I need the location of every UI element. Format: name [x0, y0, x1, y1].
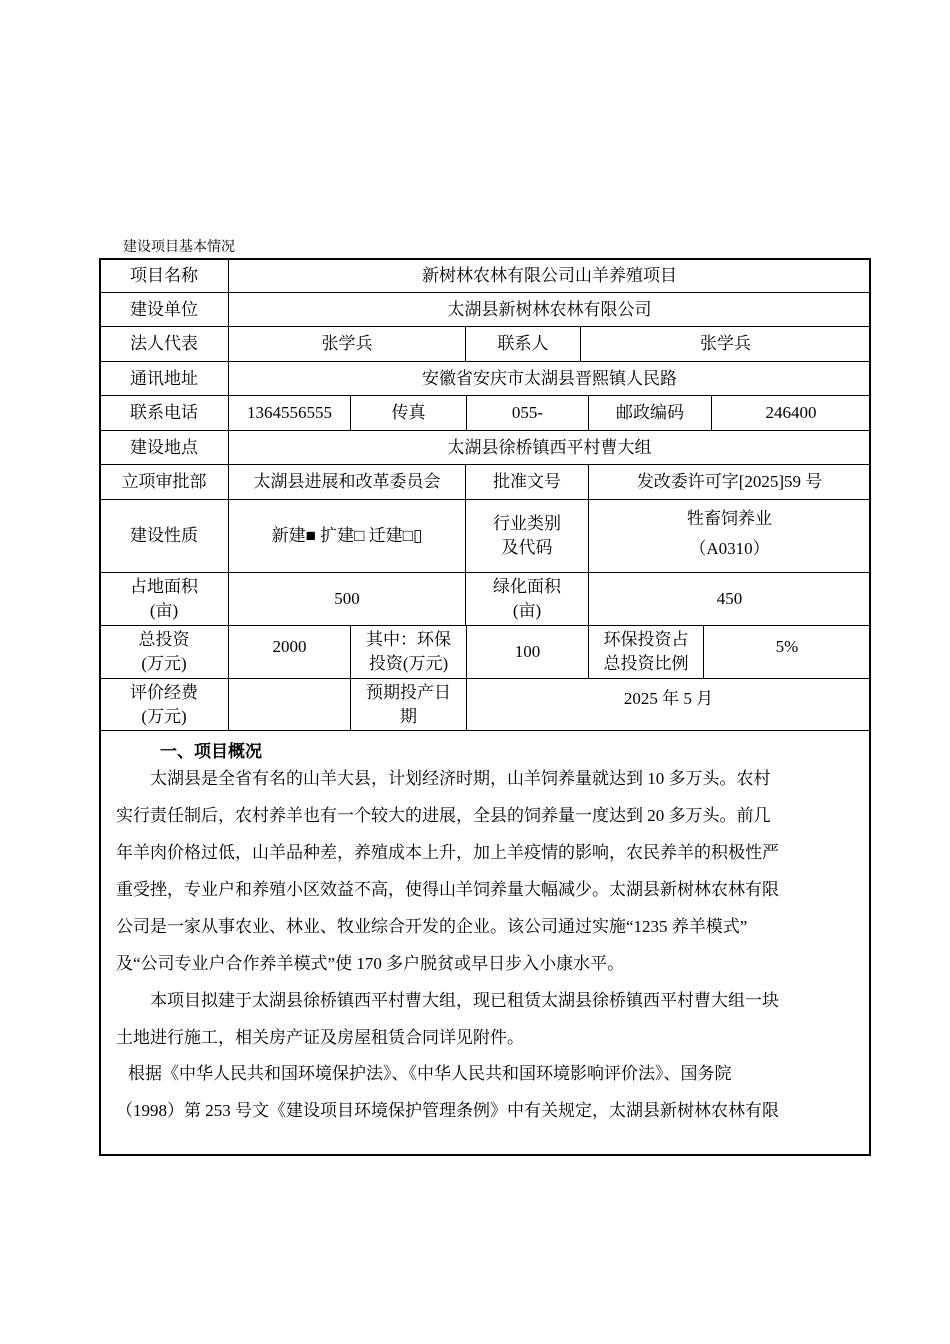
green-label [466, 573, 588, 625]
fee-value [229, 679, 350, 730]
legal-rep-label: 法人代表 [130, 334, 198, 353]
text-line: 根据《中华人民共和国环境保护法》、《中华人民共和国环境影响评价法》、国务院 [128, 1064, 732, 1083]
nature-label: 建设性质 [130, 526, 198, 545]
ratio-label-line1: 环保投资占 [603, 630, 689, 649]
builder-value: 太湖县新树林农林有限公司 [447, 299, 652, 319]
area-value: 500 [334, 589, 360, 608]
nature-value: 新建■ 扩建□ 迁建□▯ [271, 526, 423, 545]
env-invest-label-line1: 其中：环保 [366, 630, 451, 649]
industry-label-line1: 行业类别 [493, 514, 561, 533]
green-value: 450 [716, 589, 743, 608]
approval-no-label: 批准文号 [493, 472, 561, 491]
text-line: 本项目拟建于太湖县徐桥镇西平村曹大组，现已租赁太湖县徐桥镇西平村曹大组一块 [150, 991, 779, 1010]
text-line: （1998）第 253 号文《建设项目环境保护管理条例》中有关规定，太湖县新树林农林有限 [116, 1101, 779, 1120]
area-label [100, 573, 228, 625]
approval-dept-value: 太湖县进展和改革委员会 [253, 472, 441, 491]
text-line: 年羊肉价格过低，山羊品种差，养殖成本上升，加上羊疫情的影响，农民养羊的积极性严 [116, 843, 779, 862]
area-label-line2: (亩) [149, 601, 179, 620]
row-divider [99, 730, 871, 731]
phone-label: 联系电话 [130, 403, 198, 422]
industry-value [589, 500, 870, 572]
builder-label: 建设单位 [130, 299, 198, 319]
fee-label-line2: (万元) [141, 706, 187, 726]
prod-date-label-line2: 期 [400, 706, 417, 726]
contact-value: 张学兵 [700, 334, 751, 353]
industry-value-line1: 牲畜饲养业 [687, 509, 772, 528]
address-value: 安徽省安庆市太湖县晋熙镇人民路 [422, 368, 677, 388]
green-label-line1: 绿化面积 [493, 577, 561, 596]
prod-date-label-line1: 预期投产日 [366, 682, 451, 702]
env-invest-label-line2: 投资(万元) [368, 654, 449, 673]
invest-label [100, 626, 228, 678]
env-invest-value: 100 [514, 642, 541, 661]
area-label-line1: 占地面积 [130, 577, 198, 596]
project-name-label: 项目名称 [130, 266, 198, 285]
env-invest-label [351, 626, 466, 678]
text-line: 及“公司专业户合作养羊模式”使 170 多户脱贫或早日步入小康水平。 [116, 954, 625, 973]
summary-title: 一、项目概况 [160, 742, 262, 761]
ratio-label [589, 626, 703, 678]
industry-value-line2: （A0310） [689, 539, 770, 558]
summary-paragraph-2 [116, 982, 862, 1056]
section-caption: 建设项目基本情况 [123, 240, 235, 255]
fax-label: 传真 [391, 403, 426, 422]
invest-label-line2: (万元) [141, 654, 187, 673]
address-label: 通讯地址 [130, 368, 198, 388]
postcode-label: 邮政编码 [616, 403, 684, 422]
invest-value: 2000 [272, 637, 307, 656]
text-line: 重受挫，专业户和养殖小区效益不高，使得山羊饲养量大幅减少。太湖县新树林农林有限 [116, 880, 779, 899]
approval-dept-label: 立项审批部 [121, 472, 207, 491]
prod-date-value: 2025 年 5 月 [623, 688, 714, 708]
text-line: 实行责任制后，农村养羊也有一个较大的进展，全县的饲养量一度达到 20 多万头。前几 [116, 806, 771, 825]
text-line: 太湖县是全省有名的山羊大县，计划经济时期，山羊饲养量就达到 10 多万头。农村 [150, 769, 771, 788]
summary-paragraph-1 [116, 760, 862, 982]
phone-value: 1364556555 [247, 403, 332, 422]
industry-label [466, 500, 588, 572]
site-value: 太湖县徐桥镇西平村曹大组 [447, 437, 652, 457]
industry-label-line2: 及代码 [501, 538, 553, 557]
prod-date-label [351, 679, 466, 730]
fax-value: 055- [511, 403, 544, 422]
fee-label [100, 679, 228, 730]
approval-no-value: 发改委许可字[2025]59 号 [636, 472, 823, 491]
summary-paragraph-3 [116, 1055, 862, 1129]
text-line: 公司是一家从事农业、林业、牧业综合开发的企业。该公司通过实施“1235 养羊模式” [116, 917, 748, 936]
green-label-line2: (亩) [512, 601, 542, 620]
project-name-value: 新树林农林有限公司山羊养殖项目 [422, 266, 677, 285]
text-line: 土地进行施工，相关房产证及房屋租赁合同详见附件。 [116, 1028, 524, 1047]
legal-rep-value: 张学兵 [321, 334, 373, 353]
site-label: 建设地点 [130, 437, 198, 457]
postcode-value: 246400 [765, 403, 817, 422]
fee-label-line1: 评价经费 [130, 682, 198, 702]
ratio-value: 5% [775, 637, 799, 656]
contact-label: 联系人 [497, 334, 549, 353]
invest-label-line1: 总投资 [138, 630, 190, 649]
ratio-label-line2: 总投资比例 [603, 654, 689, 673]
